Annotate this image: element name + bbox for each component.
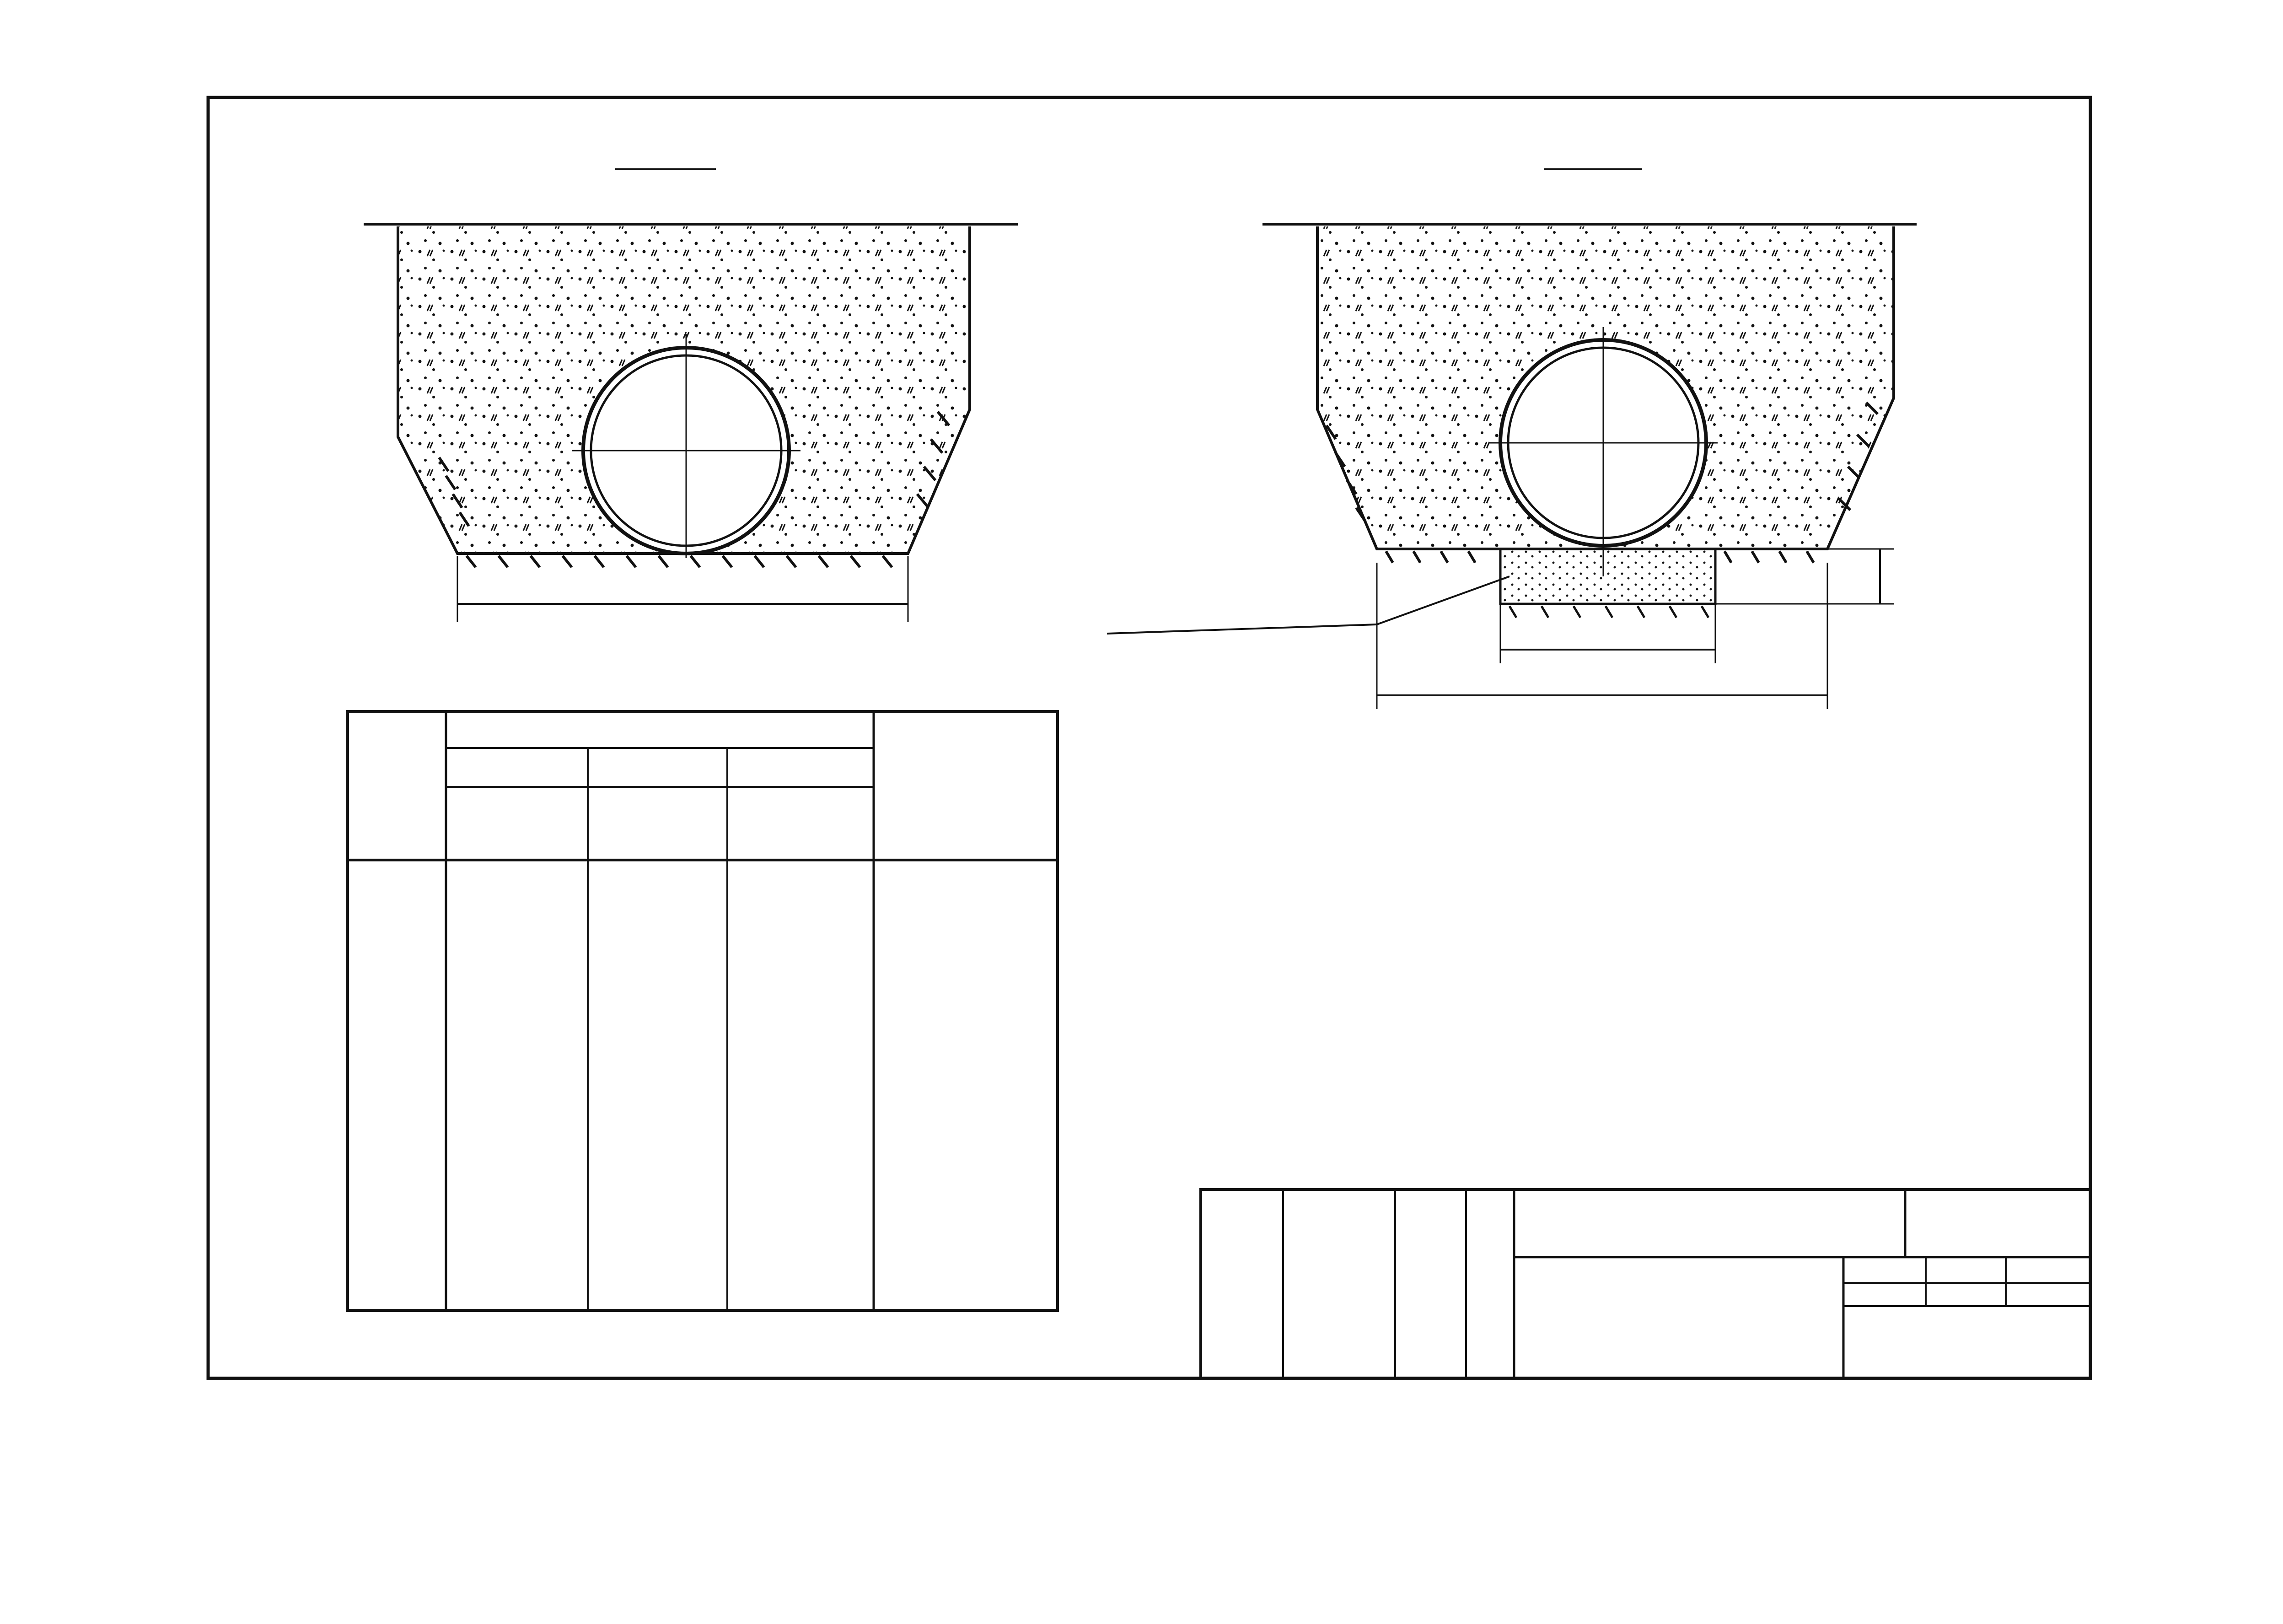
dimensions-table [348, 711, 1058, 1311]
sand-bedding [1500, 549, 1715, 604]
method-1-section [364, 169, 1018, 622]
title-block [1201, 1189, 2090, 1378]
